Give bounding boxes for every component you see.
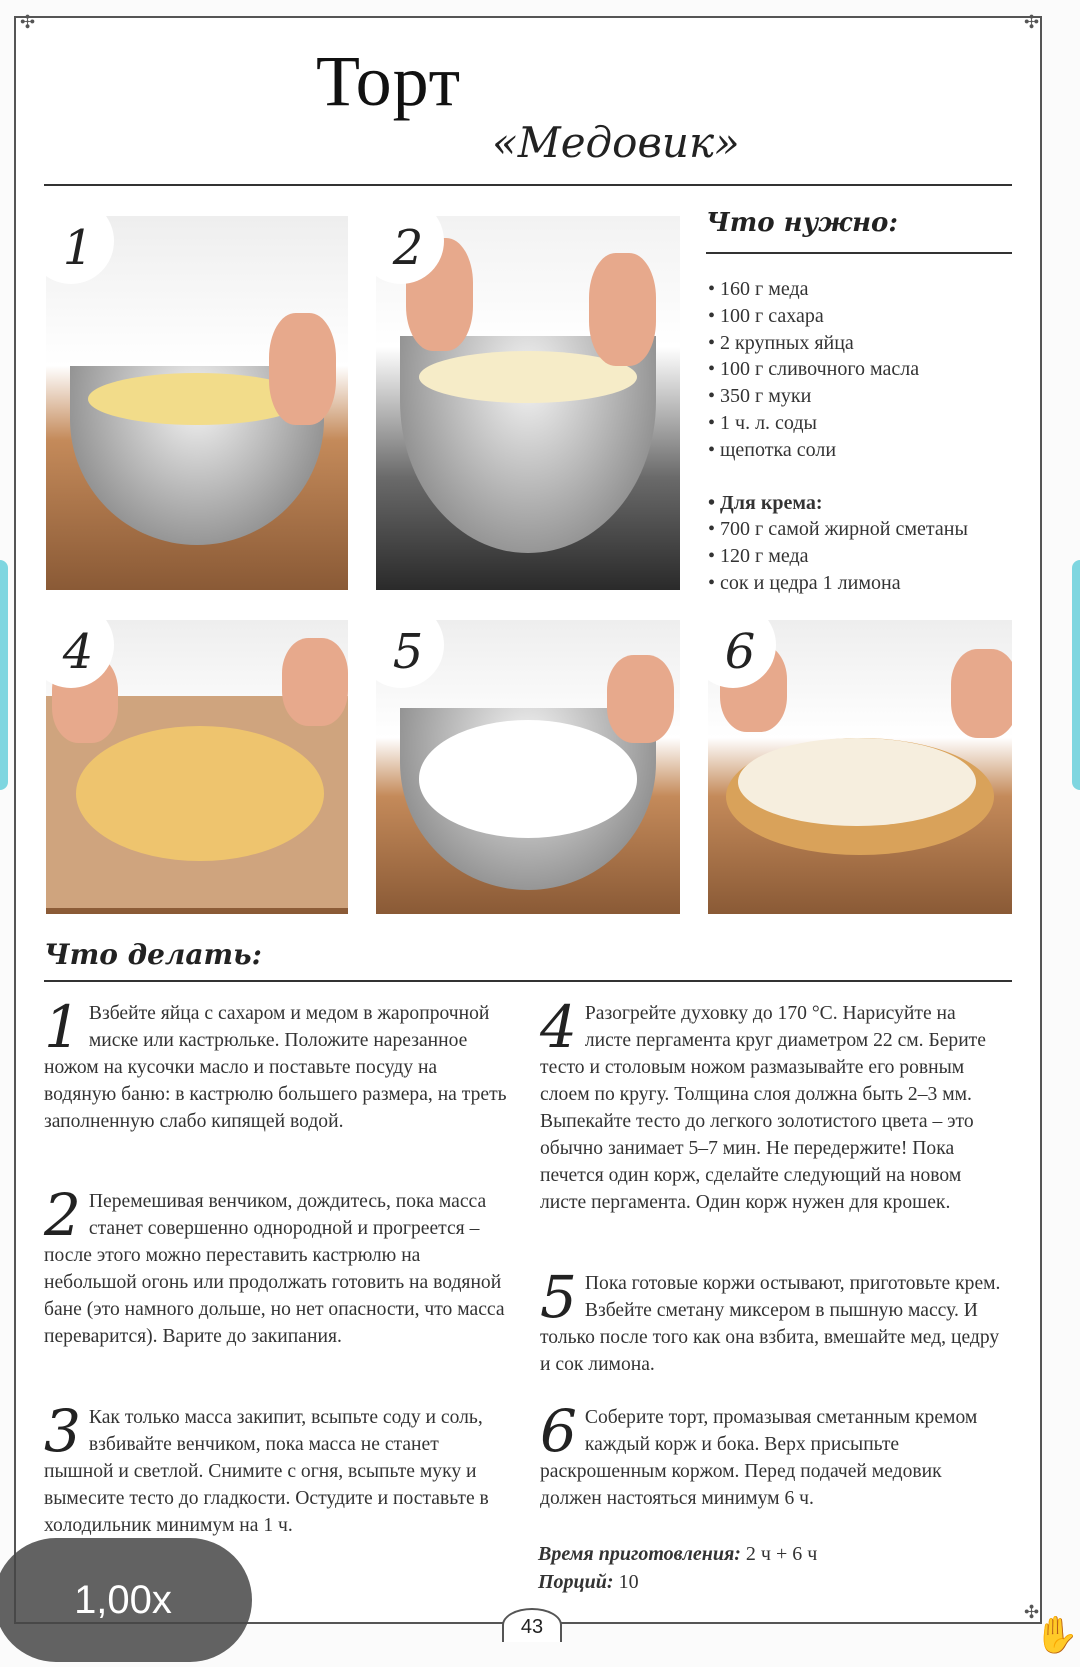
step-photo-4 xyxy=(46,620,348,914)
step-number: 3 xyxy=(44,1397,81,1465)
step-photo-number: 2 xyxy=(376,216,444,284)
page-number: 43 xyxy=(502,1608,562,1642)
hand xyxy=(607,655,674,743)
step-text: Взбейте яйца с сахаром и медом в жаропрочной миске или кастрюльке. Положите нарезанное ножом на кусочки масло и поставьте посуду на водяную баню: в кастрюлю большего размера, на треть заполненную слабо кипящей водой. xyxy=(44,1003,507,1132)
corner-ornament-icon: ✣ xyxy=(1024,1602,1040,1623)
side-decoration-right xyxy=(1072,560,1080,790)
step-3 xyxy=(44,1397,510,1539)
dough-round xyxy=(76,726,324,861)
step-6 xyxy=(540,1397,1006,1512)
cooking-time-label: Время приготовления: xyxy=(538,1543,741,1565)
side-decoration-left xyxy=(0,560,8,790)
ingredient-item: • сок и цедра 1 лимона xyxy=(708,570,968,597)
hand xyxy=(951,649,1012,737)
ingredients-list xyxy=(708,276,968,597)
step-photo-number: 5 xyxy=(376,620,444,688)
step-text: Пока готовые коржи остывают, приготовьте крем. Взбейте сметану миксером в пышную массу. И только после того как она взбита, вмешайте мед, цедру и сок лимона. xyxy=(540,1273,1001,1375)
ingredient-item: • щепотка соли xyxy=(708,437,968,464)
step-text: Разогрейте духовку до 170 °С. Нарисуйте на листе пергамента круг диаметром 22 см. Берите тесто и столовым ножом размазывайте его ровным слоем по кругу. Толщина слоя должна быть 2–3 мм. Выпекайте тесто до легкого золотистого цвета – это обычно занимает 5–7 мин. Не передержите! Пока печется один корж, сделайте следующий на новом листе пергамента. Один корж нужен для крошек. xyxy=(540,1003,986,1213)
method-divider xyxy=(44,980,1012,982)
step-photo-number: 1 xyxy=(46,216,114,284)
ingredient-item: • 1 ч. л. соды xyxy=(708,410,968,437)
step-text: Как только масса закипит, всыпьте соду и соль, взбивайте венчиком, пока масса не станет пышной и светлой. Снимите с огня, всыпьте муку и вымесите тесто до гладкости. Остудите и поставьте в холодильник минимум на 1 ч. xyxy=(44,1407,489,1536)
cooking-info xyxy=(538,1540,817,1596)
step-photo-number: 4 xyxy=(46,620,114,688)
cake-cream xyxy=(738,738,975,826)
cream-label: • Для крема: xyxy=(708,490,968,517)
page-subtitle: «Медовик» xyxy=(492,118,740,167)
step-photo-number: 6 xyxy=(708,620,776,688)
ingredients-divider xyxy=(706,252,1012,254)
page-title: Торт xyxy=(316,41,462,121)
step-text: Соберите торт, промазывая сметанным кремом каждый корж и бока. Верх присыпьте раскрошенным коржом. Перед подачей медовик должен настояться минимум 6 ч. xyxy=(540,1407,978,1509)
ingredient-item: • 120 г меда xyxy=(708,543,968,570)
cooking-time-value: 2 ч + 6 ч xyxy=(745,1543,818,1565)
corner-ornament-icon: ✣ xyxy=(1024,12,1040,33)
zoom-level-badge[interactable]: 1,00x xyxy=(0,1538,252,1662)
method-title: Что делать: xyxy=(44,938,262,971)
step-1 xyxy=(44,993,510,1135)
step-photo-1 xyxy=(46,216,348,590)
ingredient-item: • 350 г муки xyxy=(708,383,968,410)
ingredient-item: • 100 г сливочного масла xyxy=(708,356,968,383)
step-number: 2 xyxy=(44,1181,81,1249)
step-number: 5 xyxy=(540,1263,577,1331)
step-number: 4 xyxy=(540,993,577,1061)
ingredient-item: • 160 г меда xyxy=(708,276,968,303)
step-photo-5 xyxy=(376,620,680,914)
corner-ornament-icon: ✣ xyxy=(20,12,36,33)
hand-tool-icon[interactable]: ✋ xyxy=(1034,1615,1079,1656)
step-5 xyxy=(540,1263,1006,1378)
ingredients-title: Что нужно: xyxy=(706,208,898,238)
whipped-cream xyxy=(419,720,638,838)
portions-label: Порций: xyxy=(538,1571,614,1593)
hand xyxy=(589,253,656,365)
title-divider xyxy=(44,184,1012,186)
step-photo-2 xyxy=(376,216,680,590)
hand xyxy=(282,638,348,726)
step-text: Перемешивая венчиком, дождитесь, пока масса станет совершенно однородной и прогреется – после этого можно переставить кастрюлю на небольшой огонь или продолжать готовить на водяной бане (это намного дольше, но нет опасности, что масса переварится). Варите до закипания. xyxy=(44,1191,505,1347)
step-photo-6 xyxy=(708,620,1012,914)
step-2 xyxy=(44,1181,510,1350)
hand xyxy=(269,313,335,425)
ingredient-item: • 700 г самой жирной сметаны xyxy=(708,516,968,543)
ingredient-item: • 2 крупных яйца xyxy=(708,330,968,357)
portions-value: 10 xyxy=(618,1571,639,1593)
step-number: 6 xyxy=(540,1397,577,1465)
ingredient-item: • 100 г сахара xyxy=(708,303,968,330)
step-number: 1 xyxy=(44,993,81,1061)
step-4 xyxy=(540,993,1006,1216)
